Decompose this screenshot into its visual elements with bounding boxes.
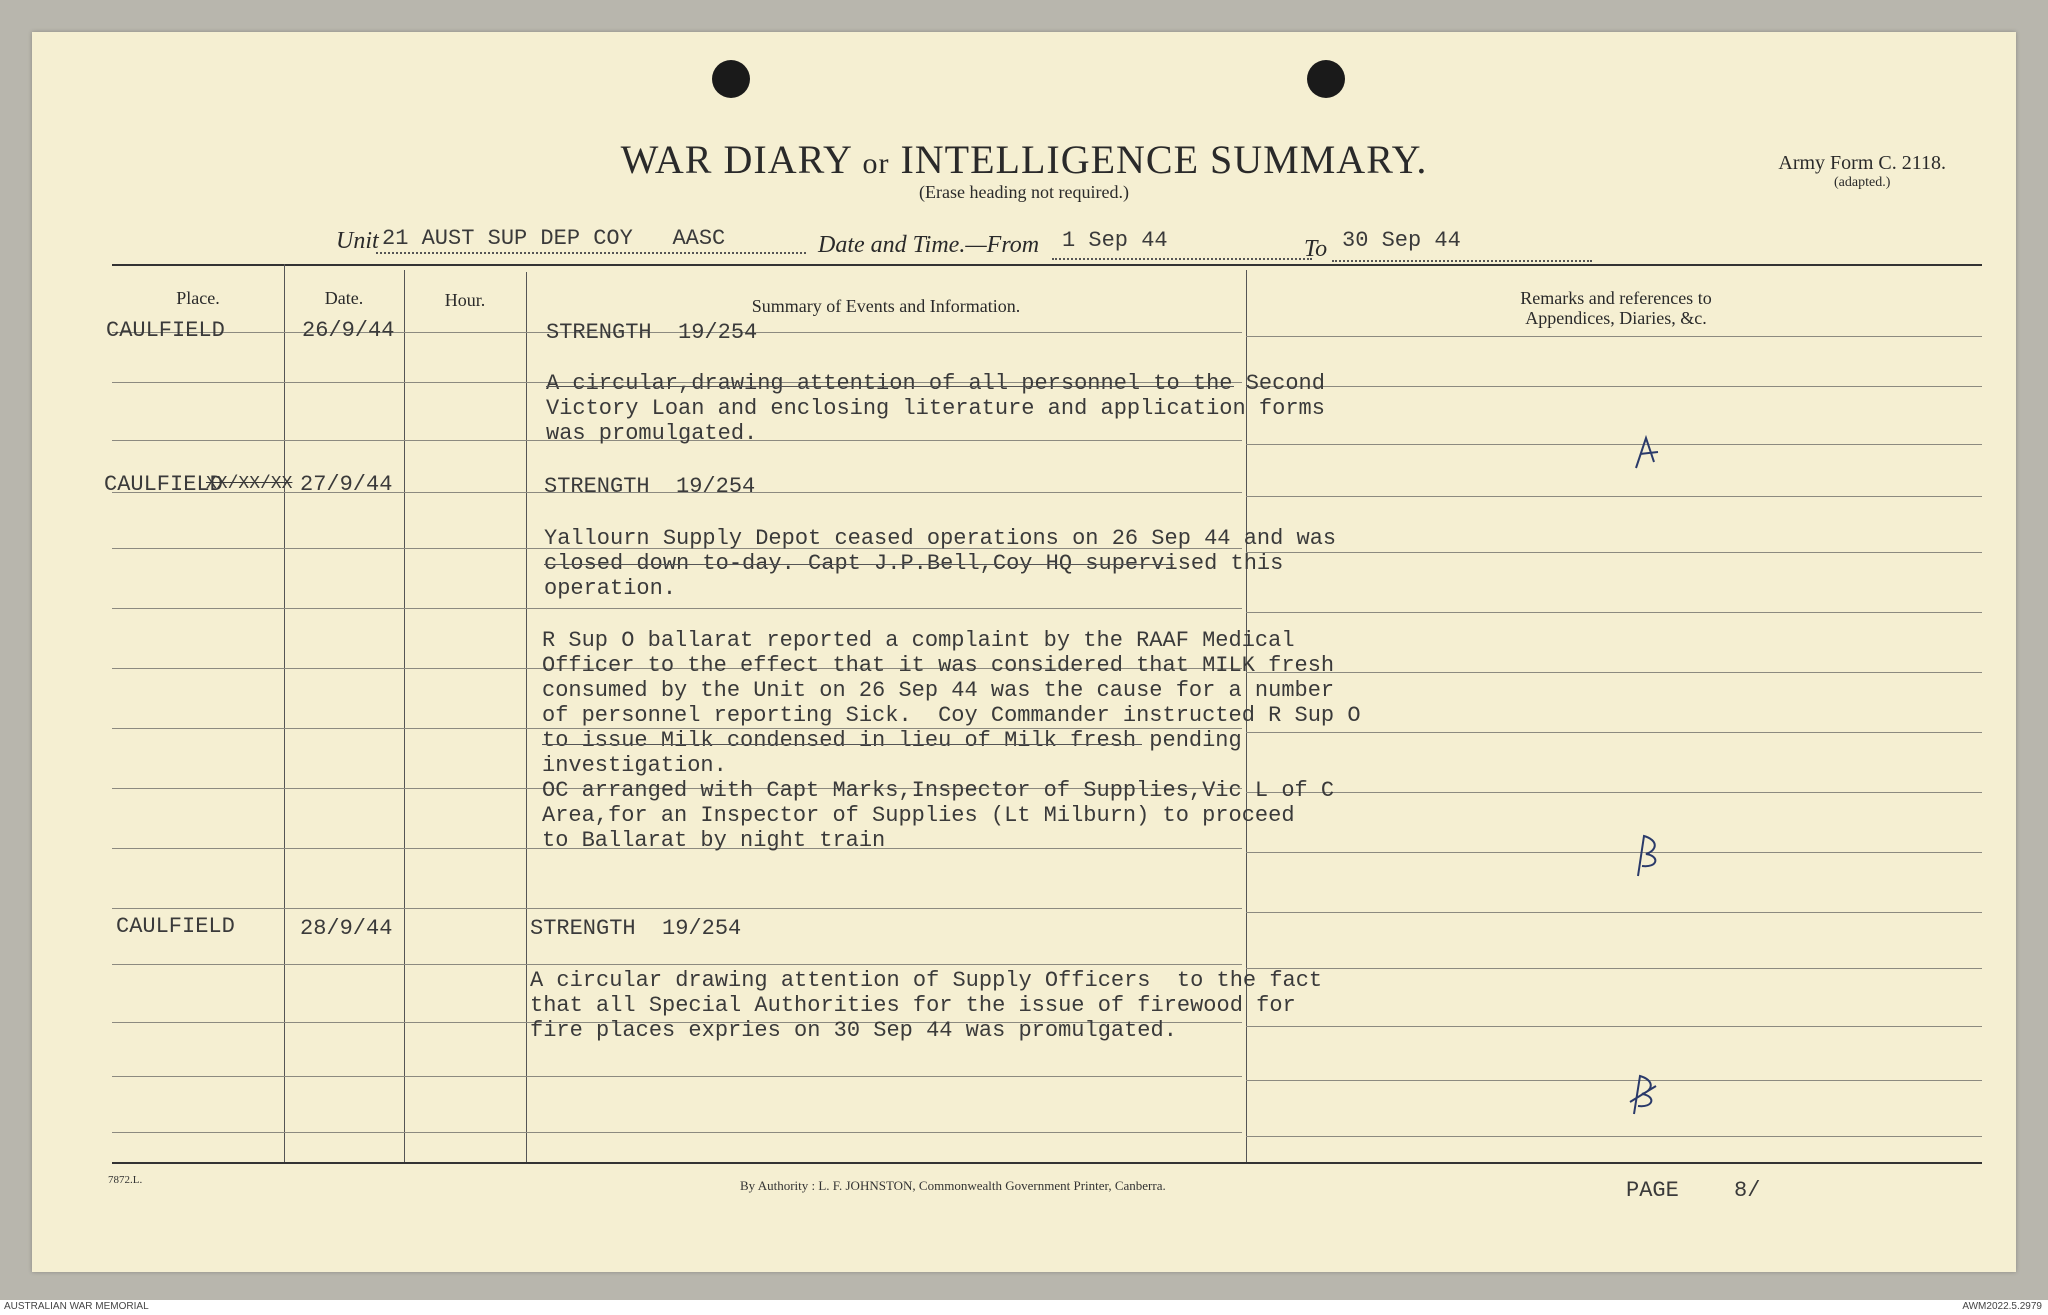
footer-authority: By Authority : L. F. JOHNSTON, Commonwealth Government Printer, Canberra. <box>740 1178 1166 1193</box>
entry-line: R Sup O ballarat reported a complaint by the RAAF Medical <box>542 628 1295 653</box>
punch-hole-right <box>1307 60 1345 98</box>
table-top-rule <box>112 264 1982 266</box>
col-head-summary: Summary of Events and Information. <box>751 296 1021 316</box>
entry-line: STRENGTH 19/254 <box>546 320 758 345</box>
col-divider-date <box>404 270 405 1162</box>
date-to-label: To <box>1304 236 1328 262</box>
entry-date: 27/9/44 <box>300 472 393 497</box>
entry-line: investigation. <box>542 753 727 778</box>
ruled-line-remarks <box>1246 386 1982 387</box>
page-label: PAGE <box>1626 1178 1679 1203</box>
form-subtitle: (Erase heading not required.) <box>919 182 1129 202</box>
entry-date: 26/9/44 <box>302 318 395 343</box>
entry-line: that all Special Authorities for the issue of firewood for <box>530 993 1296 1018</box>
entry-line: Officer to the effect that it was considered that MILK fresh <box>542 653 1335 678</box>
entry-line: OC arranged with Capt Marks,Inspector of Supplies,Vic L of C <box>542 778 1335 803</box>
col-head-place: Place. <box>176 288 220 308</box>
col-divider-hour <box>526 272 527 1162</box>
ruled-line-remarks <box>1246 444 1982 445</box>
entry-line: to issue Milk condensed in lieu of Milk fresh pending <box>542 728 1242 753</box>
ruled-line <box>112 908 1242 909</box>
ruled-line <box>112 1076 1242 1077</box>
ruled-line <box>112 608 1242 609</box>
form-title <box>32 136 2016 183</box>
table-bottom-rule <box>112 1162 1982 1164</box>
entry-line: STRENGTH 19/254 <box>544 474 756 499</box>
ruled-line-remarks <box>1246 852 1982 853</box>
ruled-line-remarks <box>1246 1136 1982 1137</box>
unit-dotline <box>376 252 806 254</box>
date-from-value: 1 Sep 44 <box>1062 228 1168 253</box>
date-from-label: Date and Time.—From <box>818 232 1040 258</box>
initial-mark-icon <box>1628 832 1664 878</box>
initial-mark-icon <box>1632 432 1668 472</box>
entry-line: Area,for an Inspector of Supplies (Lt Milburn) to proceed <box>542 803 1295 828</box>
entry-line: consumed by the Unit on 26 Sep 44 was the cause for a number <box>542 678 1335 703</box>
date-to-dotline <box>1332 260 1592 262</box>
col-head-date: Date. <box>324 288 364 308</box>
ruled-line-remarks <box>1246 912 1982 913</box>
ruled-line-remarks <box>1246 968 1982 969</box>
col-divider-place <box>284 264 285 1162</box>
army-form-number <box>1778 152 1946 191</box>
entry-line: operation. <box>544 576 677 601</box>
entry-place: CAULFIELD <box>116 914 235 939</box>
page-number: 8/ <box>1734 1178 1761 1203</box>
ruled-line-remarks <box>1246 612 1982 613</box>
unit-value: 21 AUST SUP DEP COY AASC <box>382 226 726 251</box>
initial-mark-icon <box>1626 1072 1662 1118</box>
strike-through <box>542 744 1142 745</box>
ruled-line-remarks <box>1246 1026 1982 1027</box>
entry-date: 28/9/44 <box>300 916 393 941</box>
unit-label: Unit <box>336 228 379 254</box>
footer-code: 7872.L. <box>108 1174 143 1186</box>
entry-line: A circular,drawing attention of all personnel to the Second <box>546 371 1325 396</box>
strike-through <box>544 564 1174 565</box>
title-intelligence-summary: INTELLIGENCE SUMMARY. <box>900 137 1428 182</box>
ruled-line-remarks <box>1246 1080 1982 1081</box>
entry-line: to Ballarat by night train <box>542 828 886 853</box>
col-head-hour: Hour. <box>444 290 486 310</box>
diary-page <box>32 32 2016 1272</box>
entry-line: of personnel reporting Sick. Coy Commander instructed R Sup O <box>542 703 1361 728</box>
strike-through <box>546 386 1234 387</box>
entry-line: closed down to-day. Capt J.P.Bell,Coy HQ supervised this <box>544 551 1284 576</box>
entry-place: CAULFIELD <box>104 472 223 497</box>
date-to-value: 30 Sep 44 <box>1342 228 1461 253</box>
army-form-adapted: (adapted.) <box>1834 175 1891 190</box>
entry-line: fire places expries on 30 Sep 44 was promulgated. <box>530 1018 1177 1043</box>
title-or: or <box>862 147 890 180</box>
army-form-label: Army Form C. 2118. <box>1778 152 1946 174</box>
ruled-line-remarks <box>1246 552 1982 553</box>
ruled-line-remarks <box>1246 792 1982 793</box>
entry-line: Yallourn Supply Depot ceased operations on 26 Sep 44 and was <box>544 526 1337 551</box>
punch-hole-left <box>712 60 750 98</box>
date-from-dotline <box>1052 258 1312 260</box>
ruled-line-remarks <box>1246 672 1982 673</box>
entry-line: Victory Loan and enclosing literature and application forms <box>546 396 1325 421</box>
caption-right: AWM2022.5.2979 <box>1962 1301 2042 1312</box>
entry-place-struck: XX/XX/XX <box>206 474 293 494</box>
entry-line: A circular drawing attention of Supply Officers to the fact <box>530 968 1323 993</box>
ruled-line-remarks <box>1246 732 1982 733</box>
archive-caption-bar <box>0 1300 2048 1315</box>
ruled-line-remarks <box>1246 496 1982 497</box>
caption-left: AUSTRALIAN WAR MEMORIAL <box>4 1301 149 1312</box>
ruled-line <box>112 964 1242 965</box>
ruled-line <box>112 1132 1242 1133</box>
col-head-remarks: Remarks and references to Appendices, Diaries, &c. <box>1520 288 1712 328</box>
entry-line: STRENGTH 19/254 <box>530 916 742 941</box>
ruled-line-remarks <box>1246 336 1982 337</box>
entry-line: was promulgated. <box>546 421 758 446</box>
entry-place: CAULFIELD <box>106 318 225 343</box>
title-war-diary: WAR DIARY <box>620 137 852 182</box>
